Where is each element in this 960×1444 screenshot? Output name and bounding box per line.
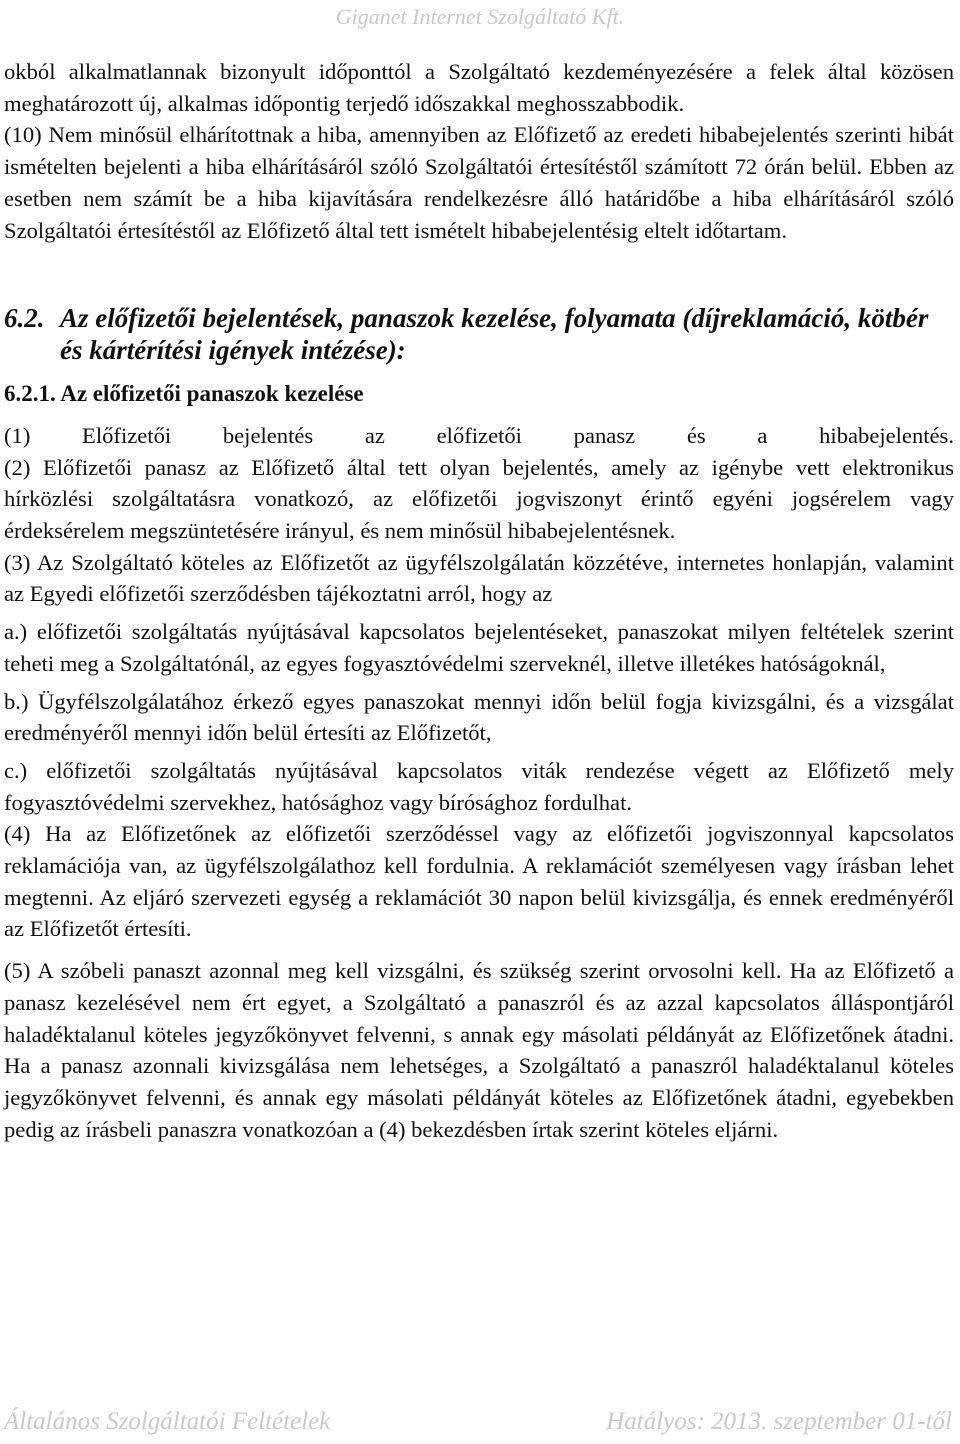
item-a: a.) előfizetői szolgáltatás nyújtásával kapcsolatos bejelentéseket, panaszokat milyen feltételek szerint teheti meg a Szolgáltatónál, az egyes fogyasztóvédelmi szerveknél, illetve illetékes hatóságoknál, — [4, 619, 954, 676]
paragraph-3: (3) Az Szolgáltató köteles az Előfizetőt az ügyfélszolgálatán közzétéve, internetes honlapján, valamint az Egyedi előfizetői szerződésben tájékoztatni arról, hogy az — [4, 549, 954, 607]
page-header: Giganet Internet Szolgáltató Kft. — [335, 4, 625, 29]
section-title: Az előfizetői bejelentések, panaszok kezelése, folyamata (díjreklamáció, kötbér és kártérítési igények intézése): — [60, 303, 929, 366]
document-body — [4, 56, 954, 1145]
page-footer — [4, 1408, 952, 1436]
subsection-heading — [4, 378, 954, 410]
paragraph-5: (5) A szóbeli panaszt azonnal meg kell vizsgálni, és szükség szerint orvosolni kell. Ha az Előfizető a panasz kezelésével nem ért egyet, a Szolgáltató a panaszról és az azzal kapcsolatos álláspontjáról haladéktalanul köteles jegyzőkönyvet felvenni, s annak egy másolati példányát az Előfizetőnek átadni. Ha a panasz azonnali kivizsgálása nem lehetséges, a Szolgáltató a panaszról haladéktalanul köteles jegyzőkönyvet felvenni, és annak egy másolati példányát köteles az Előfizetőnek átadni, egyebekben pedig az írásbeli panaszra vonatkozóan a (4) bekezdésben írtak szerint köteles eljárni. — [4, 958, 954, 1142]
item-c: c.) előfizetői szolgáltatás nyújtásával kapcsolatos viták rendezése végett az Előfizető mely fogyasztóvédelmi szervekhez, hatósághoz vagy bírósághoz fordulhat. — [4, 757, 954, 815]
paragraph-2: (2) Előfizetői panasz az Előfizető által tett olyan bejelentés, amely az igénybe vett elektronikus hírközlési szolgáltatásra vonatkozó, az előfizetői jogviszonyt érintő egyéni jogsérelem vagy érdeksérelem megszüntetésére irányul, és nem minősül hibabejelentésnek. — [4, 454, 954, 544]
section-heading — [4, 302, 954, 366]
continuation-paragraph: okból alkalmatlannak bizonyult időponttól a Szolgáltató kezdeményezésére a felek által közösen meghatározott új, alkalmas időpontig terjedő időszakkal meghosszabbodik. — [4, 59, 954, 116]
subsection-title: Az előfizetői panaszok kezelése — [60, 381, 364, 407]
footer-left: Általános Szolgáltatói Feltételek — [4, 1408, 331, 1435]
paragraph-10: (10) Nem minősül elhárítottnak a hiba, amennyiben az Előfizető az eredeti hibabejelentés szerinti hibát ismételten bejelenti a hiba elhárításáról szóló Szolgáltatói értesítéstől számított 72 órán belül. Ebben az esetben nem számít be a hiba kijavítására rendelkezésre álló határidőbe a hiba elhárításáról szóló Szolgáltatói értesítéstől az Előfizető által tett ismételt hibabejelentésig eltelt időtartam. — [4, 122, 954, 243]
footer-right: Hatályos: 2013. szeptember 01-től — [606, 1408, 952, 1435]
section-number: 6.2. — [4, 303, 45, 334]
subsection-number: 6.2.1. — [4, 381, 56, 407]
paragraph-1: (1) Előfizetői bejelentés az előfizetői panasz és a hibabejelentés. — [4, 422, 954, 448]
paragraph-4: (4) Ha az Előfizetőnek az előfizetői szerződéssel vagy az előfizetői jogviszonnyal kapcsolatos reklamációja van, az ügyfélszolgálathoz kell fordulnia. A reklamációt személyesen vagy írásban lehet megtenni. Az eljáró szervezeti egység a reklamációt 30 napon belül kivizsgálja, és ennek eredményéről az Előfizetőt értesíti. — [4, 821, 954, 942]
item-b: b.) Ügyfélszolgálatához érkező egyes panaszokat mennyi időn belül fogja kivizsgálni, és a vizsgálat eredményéről mennyi időn belül értesíti az Előfizetőt, — [4, 688, 954, 746]
